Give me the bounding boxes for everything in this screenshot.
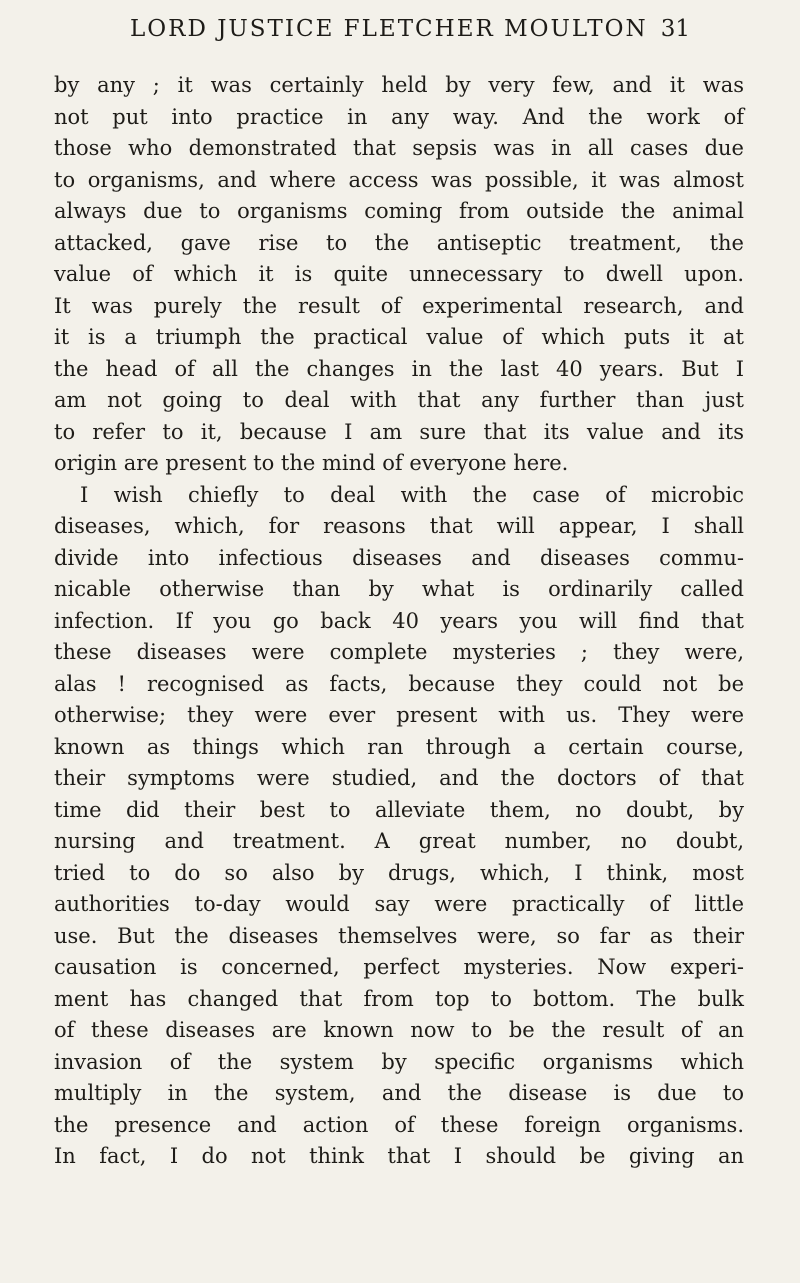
text-line: the presence and action of these foreign organisms. [54,1112,744,1137]
text-line: otherwise; they were ever present with us. They were [54,703,744,727]
text-line: authorities to-day would say were practically of little [54,892,744,916]
text-line: time did their best to alleviate them, no doubt, by [54,797,744,822]
text-line: In fact, I do not think that I should be giving an [54,1144,744,1168]
running-title: LORD JUSTICE FLETCHER MOULTON [130,16,648,42]
text-line: tried to do so also by drugs, which, I think, most [54,860,744,885]
text-line: those who demonstrated that sepsis was in all cases due [54,136,744,160]
text-line: alas ! recognised as facts, because they could not be [54,671,744,696]
text-line: nicable otherwise than by what is ordinarily called [54,577,744,601]
text-line: it is a triumph the practical value of which puts it at [54,325,744,349]
text-line: invasion of the system by specific organisms which [54,1049,744,1074]
text-line: value of which it is quite unnecessary to dwell upon. [54,262,744,286]
text-line: to organisms, and where access was possible, it was almost [54,167,744,192]
text-line: causation is concerned, perfect mysteries. Now experi- [54,955,744,979]
text-line: attacked, gave rise to the antiseptic treatment, the [54,230,744,255]
text-line: use. But the diseases themselves were, so far as their [54,923,744,948]
text-line: multiply in the system, and the disease is due to [54,1081,744,1105]
text-line: by any ; it was certainly held by very few, and it was [54,73,744,97]
text-line: these diseases were complete mysteries ; they were, [54,640,744,664]
page-number: 31 [660,16,690,42]
body-text [54,70,744,1173]
text-line: ment has changed that from top to bottom. The bulk [54,986,744,1011]
text-line: am not going to deal with that any further than just [54,388,744,412]
text-line: to refer to it, because I am sure that its value and its [54,419,744,444]
text-line: always due to organisms coming from outside the animal [54,199,744,223]
text-line: I wish chiefly to deal with the case of microbic [80,482,744,507]
text-line: not put into practice in any way. And the work of [54,104,744,129]
text-line: diseases, which, for reasons that will appear, I shall [54,514,744,538]
text-line: known as things which ran through a certain course, [54,734,744,759]
text-line: the head of all the changes in the last 40 years. But I [54,356,744,381]
text-line: origin are present to the mind of everyone here. [54,451,569,475]
text-line: nursing and treatment. A great number, no doubt, [54,829,744,853]
text-line: infection. If you go back 40 years you will find that [54,608,744,633]
text-line: divide into infectious diseases and diseases commu- [54,545,744,570]
text-line: of these diseases are known now to be the result of an [54,1018,744,1042]
text-line: It was purely the result of experimental research, and [54,293,744,318]
text-line: their symptoms were studied, and the doctors of that [54,766,744,790]
